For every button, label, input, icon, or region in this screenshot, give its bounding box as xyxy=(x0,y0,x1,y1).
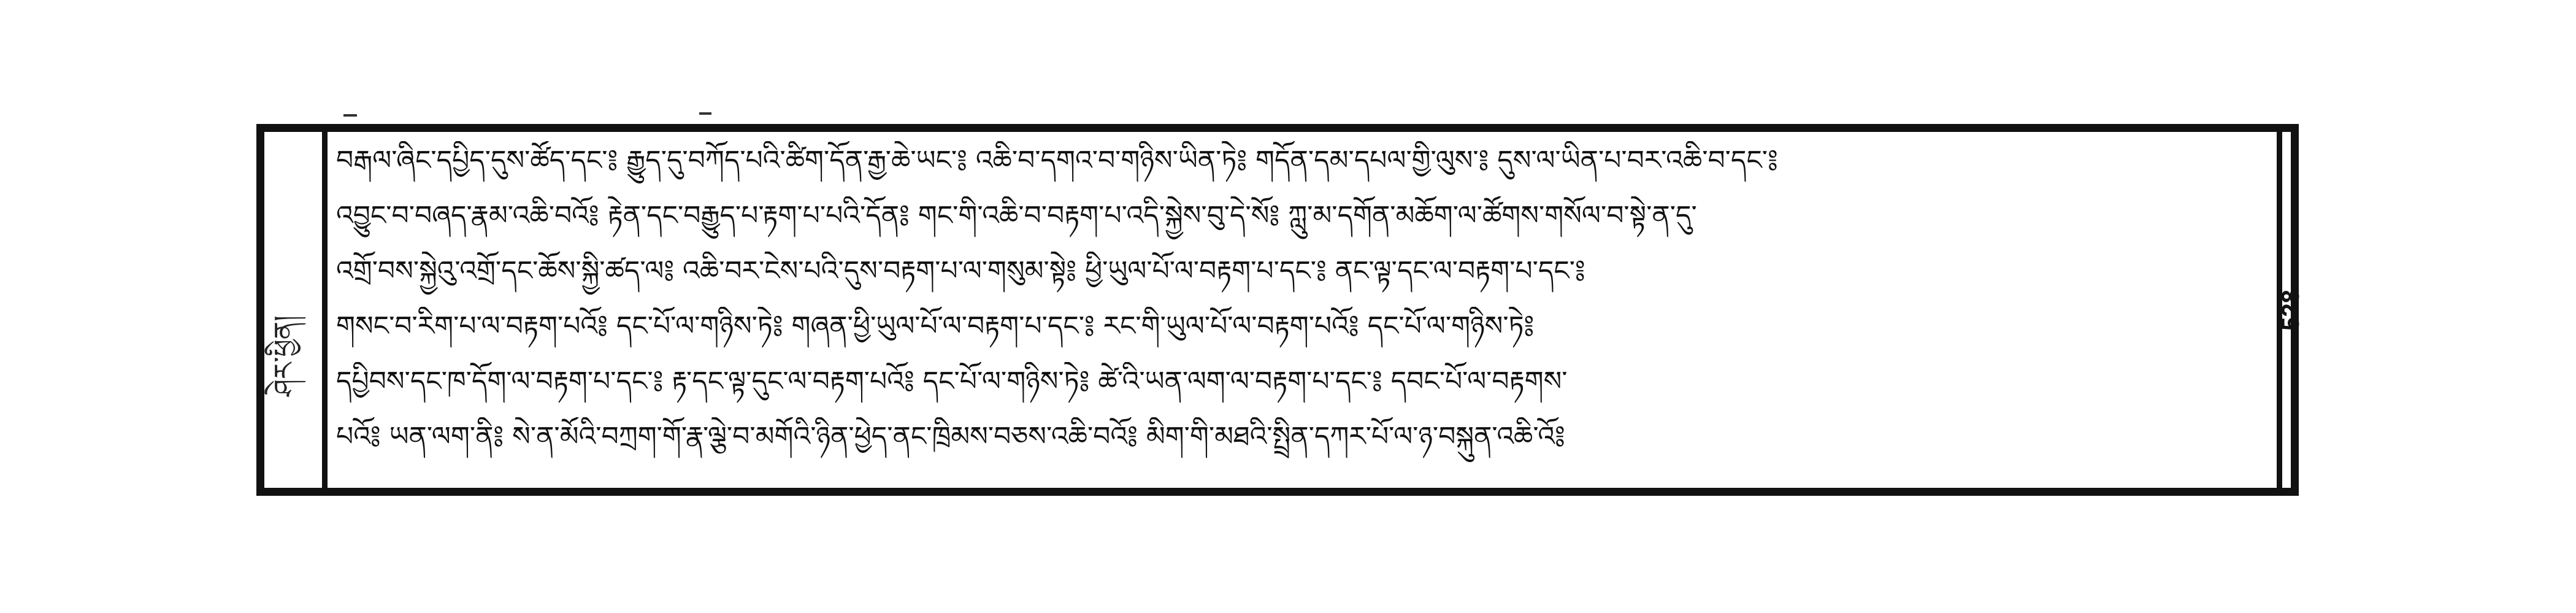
text-line-6 xyxy=(336,417,2268,471)
page-number-text: 528 xyxy=(2277,289,2304,331)
text-line-2-content: འབྱུང་བ་བཞད་རྣམ་འཆི་བའོ༔ རྟེན་དང་བརྒྱུད་པ་རྟག་པ་པའི་དོན༔ གང་གི་འཆི་བ་བརྟག་པ་འདི་སྐྱེས་བུ་དེ་སོ༔ ཀླུ་མ་དགོན་མཆོག་ལ་ཚོགས་གསོལ་བ་སྟེ་ན་དུ་ xyxy=(336,200,1697,231)
text-line-4 xyxy=(336,307,2268,361)
left-margin-divider xyxy=(322,124,328,496)
margin-title-text: ཤེར་ཕྱིན། xyxy=(269,315,300,396)
text-line-4-content: གསང་བ་རིག་པ་ལ་བརྟག་པའོ༔ དང་པོ་ལ་གཉིས་ཏེ༔ གཞན་ཕྱི་ཡུལ་པོ་ལ་བརྟག་པ་དང་༔ རང་གི་ཡུལ་པོ་ལ་བརྟག་པའོ༔ དང་པོ་ལ་གཉིས་ཏེ༔ xyxy=(336,310,1535,342)
page-number-label xyxy=(2277,264,2304,356)
text-line-5 xyxy=(336,362,2268,416)
scan-speck xyxy=(343,114,357,117)
text-line-2 xyxy=(336,196,2268,250)
scan-speck xyxy=(699,112,711,115)
tibetan-text-block xyxy=(336,136,2268,484)
text-line-3 xyxy=(336,252,2268,306)
text-line-6-content: པའོ༔ ཡན་ལག་ནི༔ སེ་ན་མོའི་བཀྲག་གོ་རྣ་ལྕེ་བ་མགོའི་ཉིན་ཕྱེད་ནང་ཁྲིམས་བཅས་འཆི་བའོ༔ མིག་གི་མཐའི་སྤྲིན་དཀར་པོ་ལ་ཉ་བསྐུན་འཆི་འོ༔ xyxy=(336,421,1565,452)
text-line-1-content: བརྒལ་ཞིང་དཔྱིད་དུས་ཚོད་དང་༔ རྒྱུད་དུ་བཀོད་པའི་ཚིག་དོན་རྒྱ་ཆེ་ཡང་༔ འཆི་བ་དགའ་བ་གཉིས་ཡིན་ཏེ༔ གདོན་དམ་དཔལ་གྱི་ལུས་༔ དུས་ལ་ཡིན་པ་བར་འཆི་བ་དང་༔ xyxy=(336,145,1778,176)
margin-title-label xyxy=(263,288,321,423)
text-line-1 xyxy=(336,141,2268,195)
text-line-5-content: དཔྱིབས་དང་ཁ་དོག་ལ་བརྟག་པ་དང་༔ རྟ་དང་ལྟ་དུང་ལ་བརྟག་པའོ༔ དང་པོ་ལ་གཉིས་ཏེ༔ ཚེ་འི་ཡན་ལག་ལ་བརྟག་པ་དང་༔ དབང་པོ་ལ་བརྟགས་ xyxy=(336,366,1568,397)
text-line-3-content: འགྲོ་བས་སྐྱེའུ་འགྲོ་དང་ཆོས་སྐྱི་ཚད་ལ༔ འཆི་བར་ངེས་པའི་དུས་བརྟག་པ་ལ་གསུམ་སྟེ༔ ཕྱི་ཡུལ་པོ་ལ་བརྟག་པ་དང་༔ ནང་ལྟ་དང་ལ་བརྟག་པ་དང་༔ xyxy=(336,255,1585,287)
